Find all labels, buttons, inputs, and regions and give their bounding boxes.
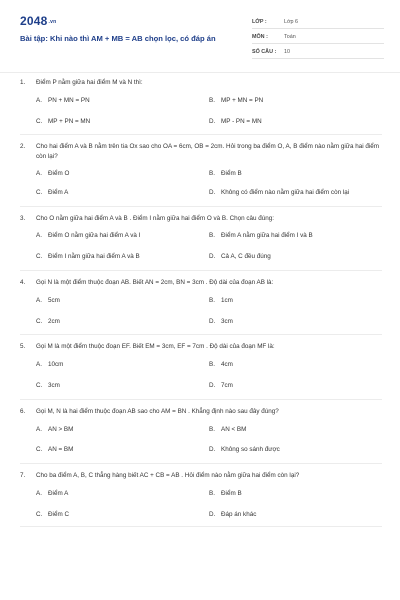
- option-text: 3cm: [221, 317, 233, 325]
- option-text: Điểm A: [48, 188, 69, 196]
- option-label: C.: [36, 446, 43, 454]
- option-text: Không so sánh được: [221, 446, 280, 454]
- question-text: [20, 142, 382, 162]
- question-body: Cho ba điểm A, B, C thẳng hàng biết AC + CB = AB . Hỏi điểm nào nằm giữa hai điểm còn lại?: [36, 472, 300, 480]
- answer-option-d[interactable]: [209, 510, 382, 520]
- option-label: C.: [36, 381, 43, 389]
- option-text: Cả A, C đều đúng: [221, 253, 271, 261]
- page-title: Bài tập: Khi nào thì AM + MB = AB chọn lọc, có đáp án: [20, 34, 216, 43]
- answer-option-d[interactable]: [209, 188, 382, 198]
- answer-option-d[interactable]: [209, 381, 382, 391]
- option-text: MP + MN = PN: [221, 96, 264, 104]
- question-item: [20, 78, 382, 135]
- question-body: Gọi N là một điểm thuộc đoạn AB. Biết AN = 2cm, BN = 3cm . Độ dài của đoạn AB là:: [36, 278, 274, 286]
- question-number: 5.: [20, 343, 26, 351]
- option-label: B.: [209, 232, 215, 240]
- option-text: MP - PN = MN: [221, 117, 262, 125]
- option-label: C.: [36, 188, 43, 196]
- option-label: D.: [209, 317, 216, 325]
- option-text: AN > BM: [48, 425, 74, 433]
- option-text: Điểm O nằm giữa hai điểm A và I: [48, 232, 141, 240]
- question-body: Cho O nằm giữa hai điểm A và B . Điểm I nằm giữa hai điểm O và B. Chọn câu đúng:: [36, 214, 275, 222]
- option-label: C.: [36, 510, 43, 518]
- question-item: [20, 335, 382, 399]
- answer-option-c[interactable]: [36, 317, 209, 327]
- meta-label: MÔN :: [252, 34, 268, 40]
- option-label: C.: [36, 117, 43, 125]
- answer-option-a[interactable]: [36, 231, 209, 241]
- option-text: Điểm B: [221, 169, 242, 177]
- answer-option-c[interactable]: [36, 188, 209, 198]
- question-body: Điểm P nằm giữa hai điểm M và N thì:: [36, 79, 143, 86]
- option-text: Đáp án khác: [221, 510, 257, 518]
- option-text: 2cm: [48, 317, 60, 325]
- option-text: Điểm B: [221, 489, 242, 497]
- answer-option-b[interactable]: [209, 231, 382, 241]
- option-text: AN = BM: [48, 446, 74, 454]
- question-text: [20, 214, 382, 224]
- option-text: Điểm A: [48, 489, 69, 497]
- answer-option-b[interactable]: [209, 360, 382, 370]
- answer-option-c[interactable]: [36, 117, 209, 127]
- option-label: D.: [209, 446, 216, 454]
- answer-option-a[interactable]: [36, 96, 209, 106]
- option-label: B.: [209, 361, 215, 369]
- option-text: 10cm: [48, 361, 64, 369]
- question-text: [20, 342, 382, 352]
- answer-option-d[interactable]: [209, 445, 382, 455]
- answer-option-b[interactable]: [209, 169, 382, 179]
- meta-row-class: [252, 14, 384, 29]
- option-text: MP + PN = MN: [48, 117, 91, 125]
- question-list: [20, 78, 382, 527]
- question-item: [20, 271, 382, 335]
- answer-options: [20, 360, 382, 391]
- answer-option-d[interactable]: [209, 252, 382, 262]
- meta-label: SỐ CÂU :: [252, 49, 277, 55]
- option-text: Điểm A nằm giữa hai điểm I và B: [221, 232, 313, 240]
- answer-options: [20, 96, 382, 127]
- option-label: B.: [209, 425, 215, 433]
- question-number: 4.: [20, 278, 26, 286]
- question-body: Gọi M, N là hai điểm thuộc đoạn AB sao cho AM = BN . Khẳng định nào sau đây đúng?: [36, 407, 279, 415]
- answer-options: [20, 425, 382, 456]
- option-label: B.: [209, 169, 215, 177]
- option-label: A.: [36, 361, 42, 369]
- question-item: [20, 207, 382, 271]
- question-body: Cho hai điểm A và B nằm trên tia Ox sao cho OA = 6cm, OB = 2cm. Hỏi trong ba điểm O, A, B điểm nào nằm giữa hai điểm còn lại?: [36, 143, 380, 161]
- option-label: C.: [36, 253, 43, 261]
- option-label: B.: [209, 489, 215, 497]
- site-logo[interactable]: [20, 14, 56, 28]
- question-text: [20, 278, 382, 288]
- option-label: D.: [209, 381, 216, 389]
- option-text: 7cm: [221, 381, 233, 389]
- option-label: A.: [36, 489, 42, 497]
- header: [0, 0, 400, 70]
- meta-label: LỚP :: [252, 19, 267, 25]
- question-text: [20, 407, 382, 417]
- option-label: D.: [209, 188, 216, 196]
- answer-option-c[interactable]: [36, 510, 209, 520]
- answer-option-b[interactable]: [209, 96, 382, 106]
- option-text: PN + MN = PN: [48, 96, 90, 104]
- option-text: AN < BM: [221, 425, 247, 433]
- option-text: 4cm: [221, 361, 233, 369]
- answer-option-d[interactable]: [209, 317, 382, 327]
- meta-value: 10: [284, 49, 290, 55]
- option-text: Điểm C: [48, 510, 69, 518]
- answer-option-a[interactable]: [36, 169, 209, 179]
- question-item: [20, 400, 382, 464]
- answer-options: [20, 296, 382, 327]
- option-text: 5cm: [48, 296, 60, 304]
- answer-option-a[interactable]: [36, 296, 209, 306]
- option-label: D.: [209, 117, 216, 125]
- question-item: [20, 135, 382, 206]
- option-label: A.: [36, 296, 42, 304]
- option-text: Điểm I nằm giữa hai điểm A và B: [48, 253, 140, 261]
- meta-value: Toán: [284, 34, 296, 40]
- answer-option-c[interactable]: [36, 445, 209, 455]
- answer-option-a[interactable]: [36, 489, 209, 499]
- option-label: A.: [36, 232, 42, 240]
- option-label: D.: [209, 510, 216, 518]
- answer-options: [20, 489, 382, 520]
- answer-option-c[interactable]: [36, 381, 209, 391]
- question-number: 2.: [20, 143, 26, 151]
- answer-option-d[interactable]: [209, 117, 382, 127]
- logo-text: 2048: [20, 14, 48, 28]
- meta-row-subject: [252, 29, 384, 44]
- option-label: C.: [36, 317, 43, 325]
- option-label: D.: [209, 253, 216, 261]
- question-body: Gọi M là một điểm thuộc đoạn EF. Biết EM = 3cm, EF = 7cm . Độ dài của đoạn MF là:: [36, 343, 275, 351]
- meta-table: [252, 14, 384, 59]
- option-label: B.: [209, 96, 215, 104]
- question-text: [20, 471, 382, 481]
- option-label: B.: [209, 296, 215, 304]
- question-number: 6.: [20, 407, 26, 415]
- option-label: A.: [36, 96, 42, 104]
- question-item: [20, 464, 382, 526]
- logo-tld: .vn: [48, 19, 57, 25]
- question-number: 7.: [20, 472, 26, 480]
- question-number: 3.: [20, 214, 26, 222]
- answer-option-b[interactable]: [209, 489, 382, 499]
- answer-option-a[interactable]: [36, 360, 209, 370]
- header-divider: [0, 72, 400, 73]
- option-text: 1cm: [221, 296, 233, 304]
- option-text: Không có điểm nào nằm giữa hai điểm còn lại: [221, 188, 350, 196]
- answer-option-b[interactable]: [209, 425, 382, 435]
- answer-option-b[interactable]: [209, 296, 382, 306]
- meta-row-count: [252, 44, 384, 59]
- meta-value: Lớp 6: [284, 19, 299, 25]
- answer-options: [20, 169, 382, 198]
- answer-options: [20, 231, 382, 262]
- option-label: A.: [36, 169, 42, 177]
- answer-option-a[interactable]: [36, 425, 209, 435]
- question-number: 1.: [20, 79, 26, 86]
- question-text: [20, 78, 382, 88]
- answer-option-c[interactable]: [36, 252, 209, 262]
- option-text: 3cm: [48, 381, 60, 389]
- option-text: Điểm O: [48, 169, 70, 177]
- option-label: A.: [36, 425, 42, 433]
